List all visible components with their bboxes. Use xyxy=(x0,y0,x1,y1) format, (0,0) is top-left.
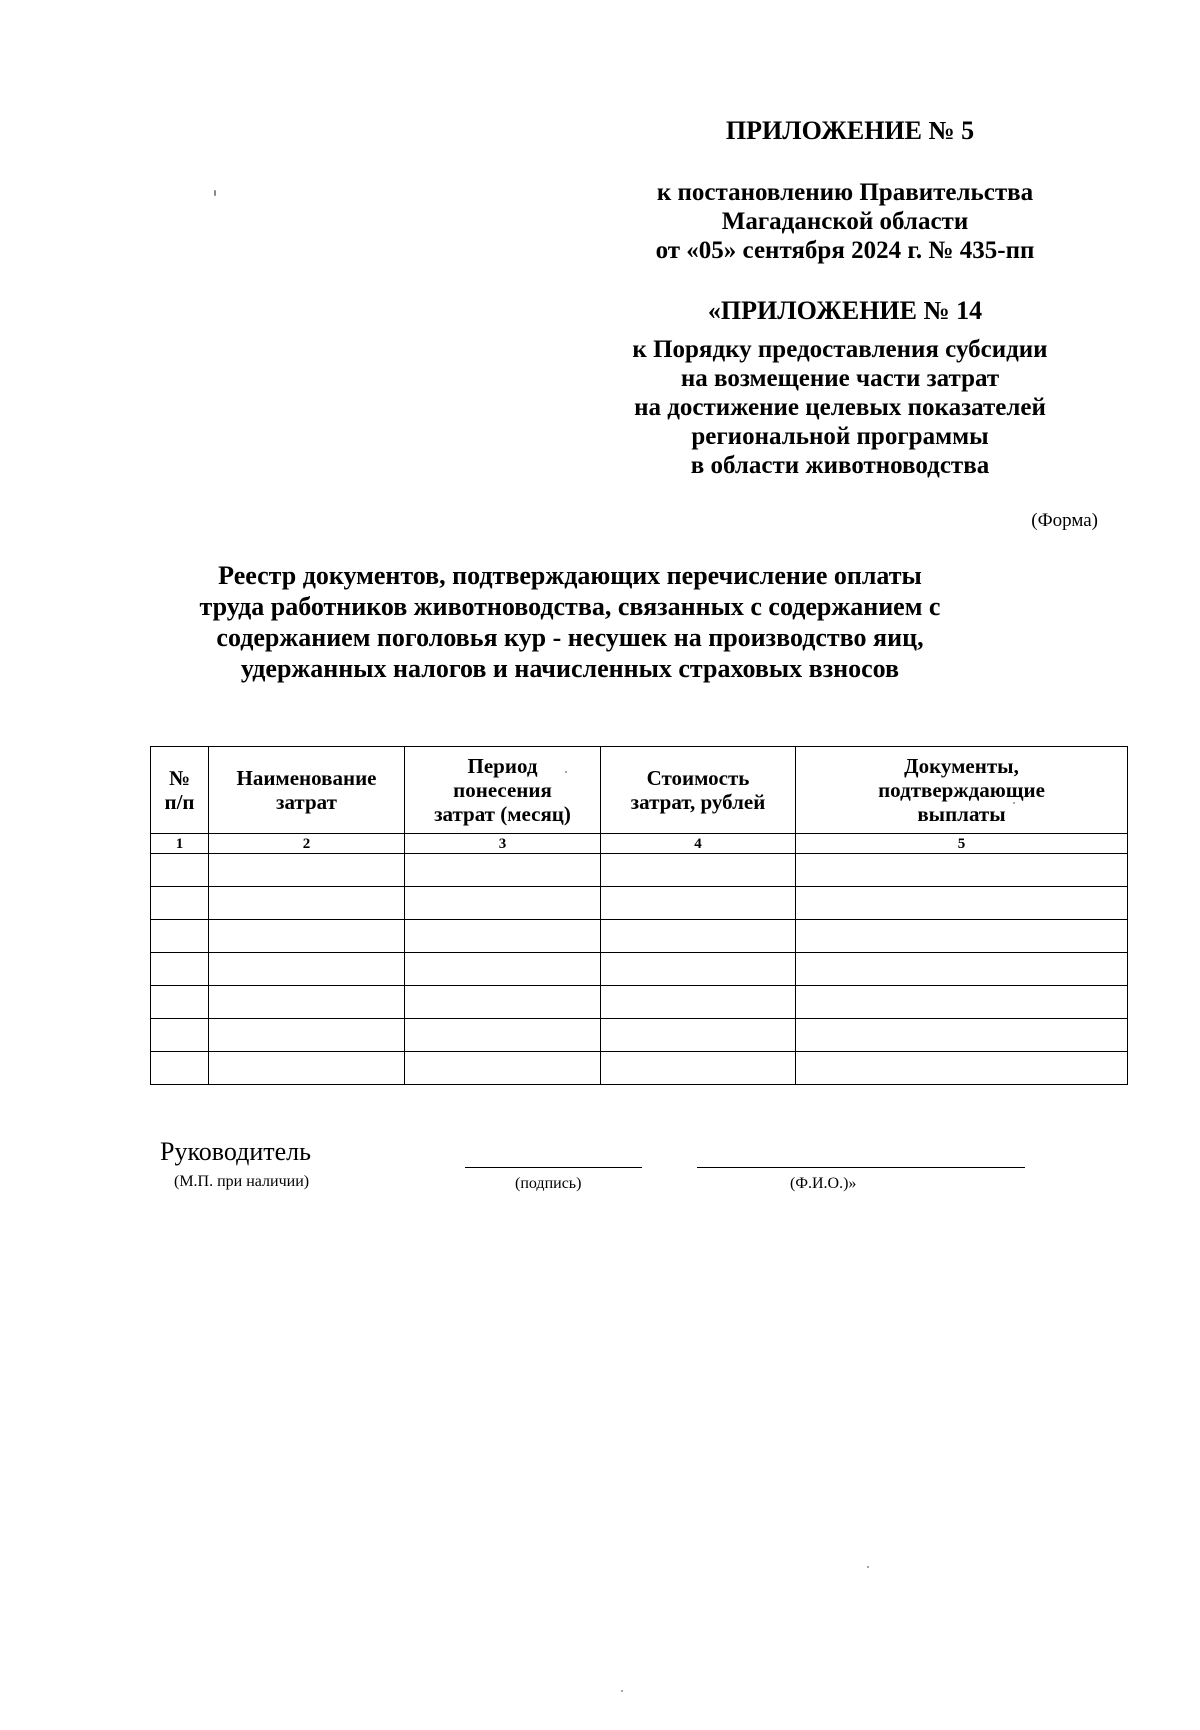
scan-speck xyxy=(621,1690,623,1692)
header-line: затрат (месяц) xyxy=(434,802,571,826)
name-caption: (Ф.И.О.)» xyxy=(790,1175,857,1192)
table-cell[interactable] xyxy=(209,854,405,887)
header-line: Период xyxy=(467,754,538,778)
registry-title-line: удержанных налогов и начисленных страховых взносов xyxy=(240,654,900,683)
resolution-line: к постановлению Правительства xyxy=(656,179,1034,206)
table-cell[interactable] xyxy=(601,854,796,887)
header-line: затрат xyxy=(276,790,337,814)
procedure-reference xyxy=(580,335,1100,480)
column-number: 1 xyxy=(151,834,209,854)
table-cell[interactable] xyxy=(405,854,601,887)
procedure-line: в области животноводства xyxy=(690,452,990,479)
table-cell[interactable] xyxy=(601,1019,796,1052)
form-label: (Форма) xyxy=(1031,510,1098,531)
resolution-reference xyxy=(600,178,1090,265)
procedure-line: на возмещение части затрат xyxy=(680,365,1000,392)
column-header-number xyxy=(151,747,209,834)
column-number: 3 xyxy=(405,834,601,854)
table-cell[interactable] xyxy=(151,986,209,1019)
table-cell[interactable] xyxy=(151,854,209,887)
table-cell[interactable] xyxy=(796,854,1128,887)
procedure-line: региональной программы xyxy=(691,423,989,450)
table-cell[interactable] xyxy=(151,920,209,953)
table-cell[interactable] xyxy=(405,953,601,986)
table-cell[interactable] xyxy=(209,986,405,1019)
column-number: 4 xyxy=(601,834,796,854)
column-header-cost xyxy=(601,747,796,834)
procedure-line: на достижение целевых показателей xyxy=(634,394,1046,421)
table-cell[interactable] xyxy=(209,953,405,986)
table-cell[interactable] xyxy=(209,887,405,920)
seal-note: (М.П. при наличии) xyxy=(174,1173,310,1190)
column-number-row xyxy=(151,834,1128,854)
table-row xyxy=(151,1052,1128,1085)
registry-title-line: Реестр документов, подтверждающих перечисление оплаты xyxy=(218,561,922,590)
table-row xyxy=(151,986,1128,1019)
header-line: затрат, рублей xyxy=(630,790,766,814)
table-row xyxy=(151,887,1128,920)
table-cell[interactable] xyxy=(209,920,405,953)
table-cell[interactable] xyxy=(796,887,1128,920)
scan-speck xyxy=(565,771,567,773)
table-cell[interactable] xyxy=(405,986,601,1019)
table-row xyxy=(151,1019,1128,1052)
table-cell[interactable] xyxy=(405,1052,601,1085)
table-cell[interactable] xyxy=(151,1019,209,1052)
table-cell[interactable] xyxy=(405,887,601,920)
resolution-line: Магаданской области xyxy=(721,208,969,235)
header-line: Стоимость xyxy=(646,766,750,790)
registry-title xyxy=(130,560,1010,684)
head-label: Руководитель xyxy=(160,1137,311,1166)
scan-speck xyxy=(1013,802,1015,804)
table-cell[interactable] xyxy=(405,920,601,953)
table-cell[interactable] xyxy=(601,887,796,920)
table-header-row xyxy=(151,747,1128,834)
sub-appendix-title: «ПРИЛОЖЕНИЕ № 14 xyxy=(707,296,983,325)
table-cell[interactable] xyxy=(209,1052,405,1085)
name-line[interactable] xyxy=(697,1167,1025,1168)
column-header-documents xyxy=(796,747,1128,834)
header-line: выплаты xyxy=(917,802,1006,826)
table-cell[interactable] xyxy=(601,986,796,1019)
header-line: Наименование xyxy=(236,766,377,790)
header-line: подтверждающие xyxy=(878,778,1045,802)
scan-speck xyxy=(867,1566,869,1568)
registry-table xyxy=(150,746,1128,1085)
column-header-period xyxy=(405,747,601,834)
table-cell[interactable] xyxy=(796,1019,1128,1052)
table-cell[interactable] xyxy=(796,1052,1128,1085)
registry-title-line: содержанием поголовья кур - несушек на производство яиц, xyxy=(216,623,924,652)
table-cell[interactable] xyxy=(796,986,1128,1019)
table-cell[interactable] xyxy=(151,1052,209,1085)
procedure-line: к Порядку предоставления субсидии xyxy=(632,336,1048,363)
table-cell[interactable] xyxy=(151,953,209,986)
column-number: 5 xyxy=(796,834,1128,854)
resolution-line: от «05» сентября 2024 г. № 435-пп xyxy=(655,237,1035,264)
header-line: Документы, xyxy=(904,754,1019,778)
signature-caption: (подпись) xyxy=(515,1175,582,1192)
table-cell[interactable] xyxy=(405,1019,601,1052)
table-cell[interactable] xyxy=(601,1052,796,1085)
header-line: № xyxy=(168,766,191,790)
table-cell[interactable] xyxy=(796,953,1128,986)
table-cell[interactable] xyxy=(601,920,796,953)
table-row xyxy=(151,953,1128,986)
table-cell[interactable] xyxy=(151,887,209,920)
column-number: 2 xyxy=(209,834,405,854)
registry-title-line: труда работников животноводства, связанных с содержанием с xyxy=(199,592,941,621)
signature-block xyxy=(160,1130,1060,1190)
signature-line[interactable] xyxy=(465,1167,642,1168)
table-cell[interactable] xyxy=(209,1019,405,1052)
appendix-title: ПРИЛОЖЕНИЕ № 5 xyxy=(725,116,975,145)
header-line: понесения xyxy=(453,778,552,802)
scan-speck xyxy=(214,190,216,196)
table-row xyxy=(151,854,1128,887)
table-row xyxy=(151,920,1128,953)
table-cell[interactable] xyxy=(601,953,796,986)
table-cell[interactable] xyxy=(796,920,1128,953)
header-line: п/п xyxy=(164,790,195,814)
column-header-cost-name xyxy=(209,747,405,834)
